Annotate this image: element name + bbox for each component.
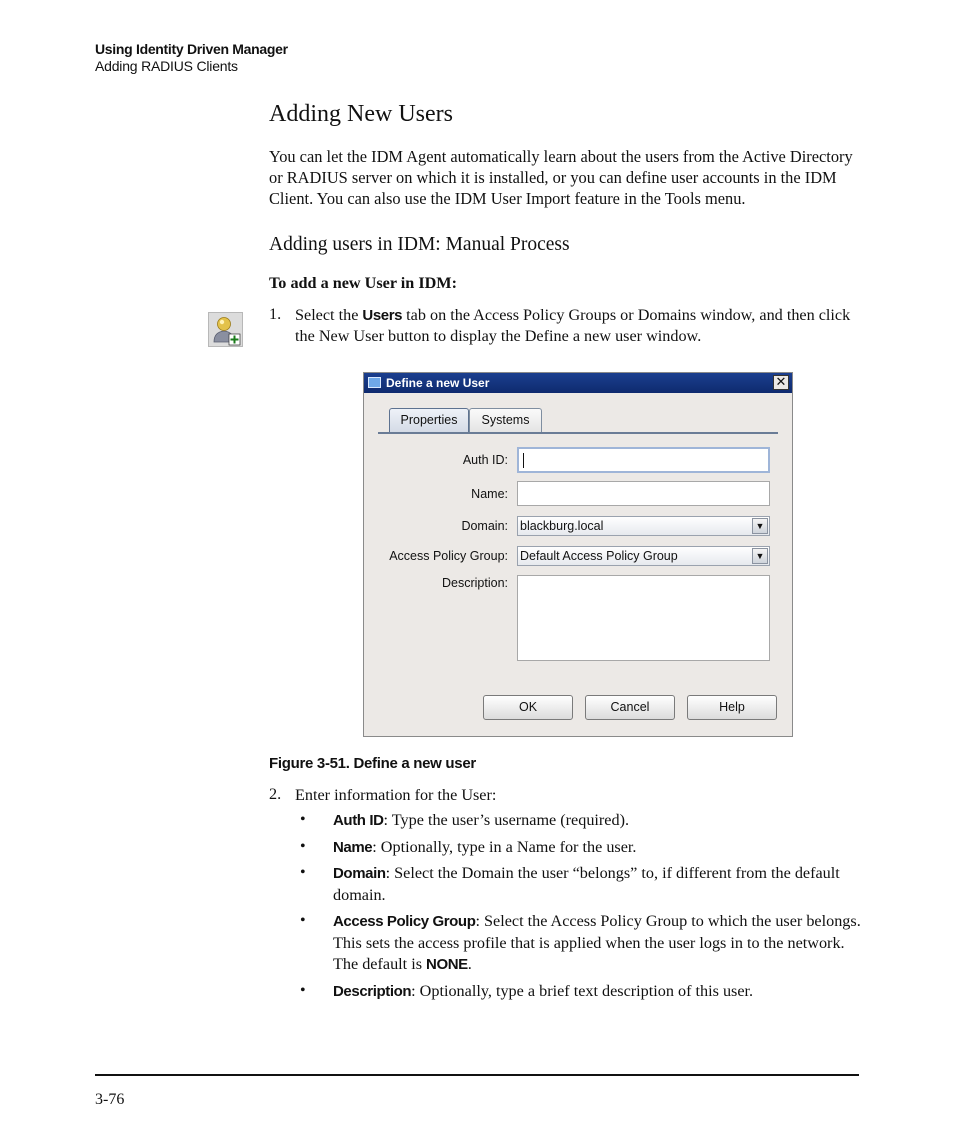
bullet-glyph: • bbox=[300, 912, 306, 929]
access-policy-group-value: Default Access Policy Group bbox=[520, 549, 678, 563]
bullet-desc-end: . bbox=[467, 955, 472, 973]
chevron-down-icon[interactable]: ▼ bbox=[752, 548, 768, 564]
step-1-text-b: tab on the Access Policy Groups or Domains window, and then click the New User button to display the Define a new user window. bbox=[295, 306, 851, 345]
step-2-number: 2. bbox=[269, 785, 282, 803]
bullet-desc: : Optionally, type a brief text description of this user. bbox=[411, 982, 754, 1000]
section-heading: Adding New Users bbox=[269, 101, 453, 127]
bullet-desc: : Select the Domain the user “belongs” to, if different from the default domain. bbox=[333, 864, 840, 904]
step-1-number: 1. bbox=[269, 305, 282, 323]
intro-paragraph: You can let the IDM Agent automatically learn about the users from the Active Directory or RADIUS server on which it is installed, or you can define user accounts in the IDM Client. You can also use the IDM User Import feature in the Tools menu. bbox=[269, 147, 853, 208]
subsection-heading: Adding users in IDM: Manual Process bbox=[269, 234, 570, 255]
bullet-access-policy-group bbox=[333, 911, 863, 976]
bullet-description bbox=[333, 981, 863, 1003]
help-button[interactable]: Help bbox=[687, 695, 777, 720]
tab-divider bbox=[378, 432, 778, 434]
close-button[interactable]: ✕ bbox=[773, 375, 789, 390]
description-label: Description: bbox=[442, 576, 508, 590]
bullet-desc: : Select the Access Policy Group to which the user belongs. This sets the access profile that is applied when the user logs in to the network. The default is bbox=[333, 912, 861, 973]
footer-rule bbox=[95, 1074, 859, 1076]
chevron-down-icon[interactable]: ▼ bbox=[752, 518, 768, 534]
bullet-auth-id bbox=[333, 810, 863, 832]
running-header-subtitle: Adding RADIUS Clients bbox=[95, 58, 238, 74]
domain-label: Domain: bbox=[461, 519, 508, 533]
bullet-glyph: • bbox=[300, 811, 306, 828]
bullet-glyph: • bbox=[300, 864, 306, 881]
step-1-keyword: Users bbox=[362, 307, 403, 324]
bullet-desc: : Optionally, type in a Name for the user. bbox=[372, 838, 637, 856]
step-1-text-a: Select the bbox=[295, 306, 363, 324]
cancel-button[interactable]: Cancel bbox=[585, 695, 675, 720]
running-header-title: Using Identity Driven Manager bbox=[95, 41, 288, 57]
name-label: Name: bbox=[471, 487, 508, 501]
dialog-titlebar[interactable] bbox=[364, 373, 792, 393]
bullet-glyph: • bbox=[300, 838, 306, 855]
ok-button[interactable]: OK bbox=[483, 695, 573, 720]
default-value-keyword: NONE bbox=[426, 956, 468, 973]
domain-select[interactable] bbox=[517, 516, 770, 536]
step-1-text bbox=[295, 305, 865, 347]
bullet-term: Domain bbox=[333, 865, 386, 882]
name-input[interactable] bbox=[517, 481, 770, 506]
page-number: 3-76 bbox=[95, 1091, 125, 1108]
bullet-term: Access Policy Group bbox=[333, 913, 476, 930]
bullet-domain bbox=[333, 863, 863, 906]
text-caret bbox=[523, 453, 524, 468]
bullet-term: Name bbox=[333, 839, 373, 856]
new-user-icon bbox=[208, 312, 243, 347]
access-policy-group-select[interactable] bbox=[517, 546, 770, 566]
bullet-glyph: • bbox=[300, 982, 306, 999]
access-policy-group-label: Access Policy Group: bbox=[389, 549, 508, 563]
dialog-title: Define a new User bbox=[386, 376, 490, 390]
bullet-term: Description bbox=[333, 983, 412, 1000]
step-2-text: Enter information for the User: bbox=[295, 786, 497, 804]
auth-id-input[interactable] bbox=[517, 447, 770, 473]
description-textarea[interactable] bbox=[517, 575, 770, 661]
bullet-term: Auth ID bbox=[333, 812, 384, 829]
define-new-user-dialog bbox=[363, 372, 793, 737]
bullet-name bbox=[333, 837, 863, 859]
figure-caption: Figure 3-51. Define a new user bbox=[269, 755, 476, 772]
procedure-title: To add a new User in IDM: bbox=[269, 274, 457, 292]
window-icon bbox=[368, 377, 381, 388]
auth-id-label: Auth ID: bbox=[462, 453, 508, 467]
domain-value: blackburg.local bbox=[520, 519, 604, 533]
tab-systems[interactable]: Systems bbox=[469, 408, 542, 432]
bullet-desc: : Type the user’s username (required). bbox=[383, 811, 630, 829]
tab-properties[interactable]: Properties bbox=[389, 408, 469, 432]
